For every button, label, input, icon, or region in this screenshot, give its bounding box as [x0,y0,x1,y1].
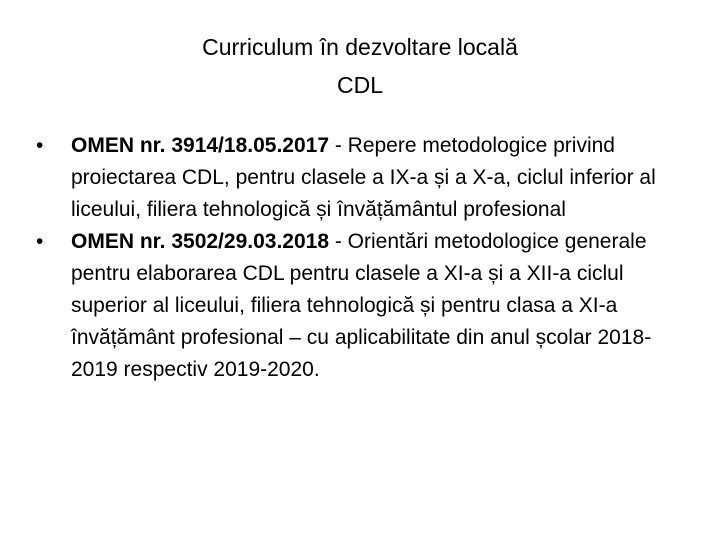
item-text: - Repere metodologice privind proiectarea CDL, pentru clasele a IX-a și a X-a, ciclul inferior al liceului, filiera tehnologică și învățământul profesional [71,134,656,221]
bullet-icon: • [36,134,44,157]
bullet-list [36,130,684,386]
order-reference: OMEN nr. 3914/18.05.2017 [71,134,329,157]
list-item [36,226,684,386]
list-item [36,130,684,226]
slide-title [0,28,720,104]
title-line-1: Curriculum în dezvoltare locală [202,34,518,60]
bullet-icon: • [36,230,44,253]
order-reference: OMEN nr. 3502/29.03.2018 [71,230,329,253]
title-line-2: CDL [336,72,383,98]
item-text: - Orientări metodologice generale pentru elaborarea CDL pentru clasele a XI-a și a XII-a ciclul superior al liceului, filiera tehnologică și pentru clasa a XI-a învățământ profesional – cu aplicabilitate din anul școlar 2018-2019 respectiv 2019-2020. [71,230,652,381]
